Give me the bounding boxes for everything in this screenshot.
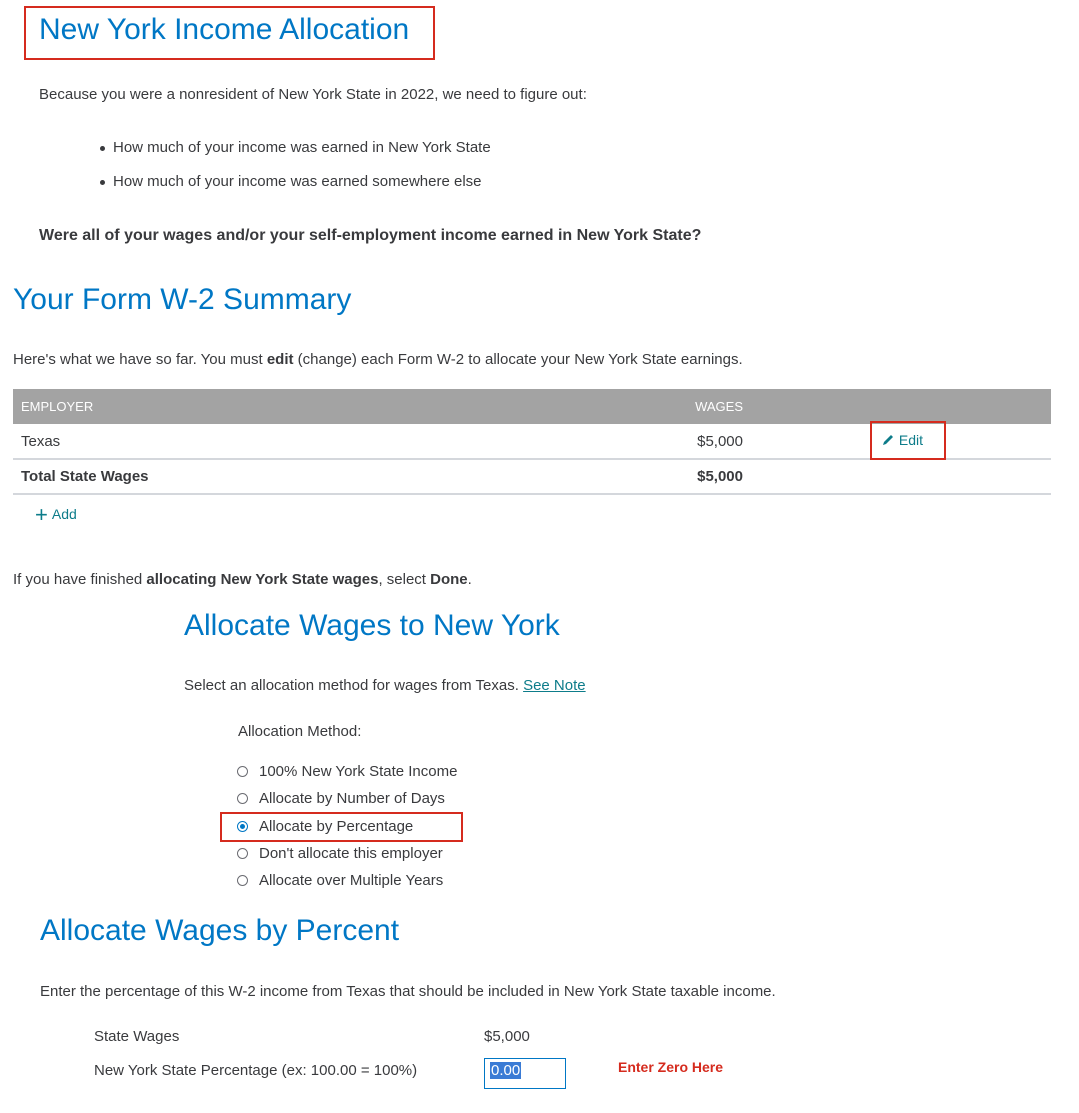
radio-button[interactable] — [237, 766, 248, 777]
finish-instruction: If you have finished allocating New York State wages, select Done. — [13, 571, 472, 588]
bullet-icon — [100, 180, 105, 185]
radio-option-number-of-days[interactable]: Allocate by Number of Days — [237, 790, 445, 807]
column-header-actions — [749, 389, 1051, 424]
table-header-row — [13, 389, 1051, 424]
percent-instruction: Enter the percentage of this W-2 income from Texas that should be included in New York State taxable income. — [40, 983, 776, 1000]
radio-option-multiple-years[interactable]: Allocate over Multiple Years — [237, 872, 443, 889]
list-item: How much of your income was earned in New York State — [100, 139, 491, 156]
edit-button[interactable] — [881, 432, 923, 448]
radio-button[interactable] — [237, 848, 248, 859]
percentage-input[interactable] — [484, 1058, 566, 1089]
state-wages-label: State Wages — [94, 1028, 180, 1045]
question-text: Were all of your wages and/or your self-employment income earned in New York State? — [39, 227, 702, 244]
page-title: New York Income Allocation — [39, 13, 410, 46]
total-value: $5,000 — [697, 468, 743, 485]
intro-text: Because you were a nonresident of New York State in 2022, we need to figure out: — [39, 86, 587, 103]
radio-option-100-percent[interactable]: 100% New York State Income — [237, 763, 457, 780]
radio-button[interactable] — [237, 875, 248, 886]
wages-cell: $5,000 — [697, 432, 743, 450]
add-button[interactable] — [35, 502, 77, 528]
w2-summary-title: Your Form W-2 Summary — [13, 283, 352, 316]
allocate-percent-title: Allocate Wages by Percent — [40, 914, 400, 947]
percentage-input-value[interactable]: 0.00 — [491, 1062, 521, 1079]
pencil-icon — [881, 433, 895, 447]
plus-icon: + — [35, 502, 48, 527]
column-header-wages: WAGES — [695, 399, 743, 414]
w2-summary-description: Here's what we have so far. You must edit (change) each Form W-2 to allocate your New York State earnings. — [13, 351, 743, 368]
allocation-instruction: Select an allocation method for wages from Texas. See Note — [184, 677, 586, 694]
total-empty-cell — [749, 459, 1051, 494]
total-label: Total State Wages — [21, 468, 149, 485]
total-row — [13, 459, 1051, 494]
see-note-link[interactable]: See Note — [523, 677, 586, 694]
percentage-label: New York State Percentage (ex: 100.00 = 100%) — [94, 1062, 418, 1079]
employer-cell: Texas — [21, 432, 61, 450]
allocation-method-label: Allocation Method: — [238, 723, 362, 740]
column-header-employer: EMPLOYER — [21, 399, 94, 414]
edit-label: Edit — [898, 432, 924, 448]
allocate-wages-title: Allocate Wages to New York — [184, 609, 560, 642]
annotation-enter-zero: Enter Zero Here — [618, 1059, 724, 1075]
radio-option-percentage[interactable]: Allocate by Percentage — [237, 818, 413, 835]
add-label: Add — [51, 506, 77, 522]
state-wages-value: $5,000 — [484, 1028, 530, 1045]
radio-option-dont-allocate[interactable]: Don't allocate this employer — [237, 845, 443, 862]
bullet-icon — [100, 146, 105, 151]
radio-button-selected[interactable] — [237, 821, 248, 832]
radio-button[interactable] — [237, 793, 248, 804]
list-item: How much of your income was earned somewhere else — [100, 173, 482, 190]
